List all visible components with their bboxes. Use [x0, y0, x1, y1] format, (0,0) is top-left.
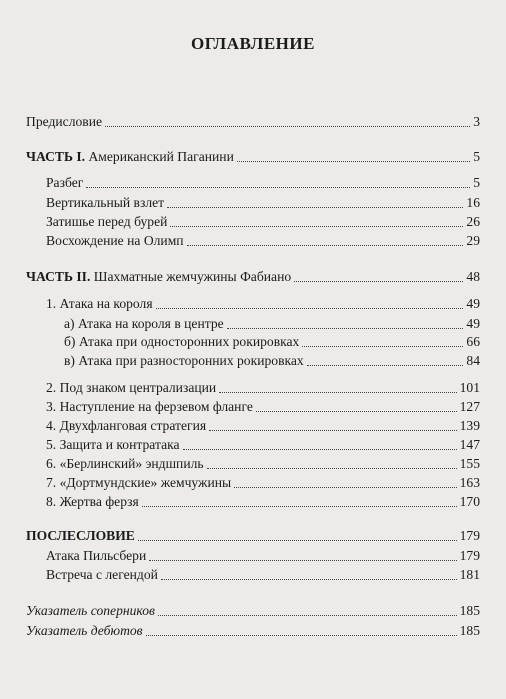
entry-title: 6. «Берлинский» эндшпиль: [46, 456, 204, 471]
leader-dots: [156, 307, 464, 309]
entry-title: Указатель дебютов: [26, 623, 143, 638]
toc-entry: [46, 214, 480, 232]
entry-page: 185: [459, 603, 480, 618]
entry-page: 181: [459, 567, 480, 582]
leader-dots: [105, 125, 470, 127]
entry-title: Разбег: [46, 175, 84, 190]
entry-page: 127: [459, 399, 480, 414]
toc-entry: [64, 353, 480, 371]
toc-entry-index-opponents: [26, 603, 480, 621]
toc-entry-afterword: [26, 528, 480, 546]
entry-page: 49: [466, 316, 480, 331]
toc-entry: [46, 296, 480, 314]
entry-page: 3: [473, 114, 480, 129]
entry-page: 5: [473, 175, 480, 190]
entry-title: 4. Двухфланговая стратегия: [46, 418, 207, 433]
leader-dots: [138, 539, 457, 541]
entry-title: 7. «Дортмундские» жемчужины: [46, 475, 232, 490]
entry-page: 48: [466, 269, 480, 284]
toc-entry: [46, 195, 480, 213]
entry-page: 147: [459, 437, 480, 452]
toc-entry: [46, 175, 480, 193]
entry-page: 101: [459, 380, 480, 395]
entry-page: 179: [459, 548, 480, 563]
entry-title: Указатель соперников: [26, 603, 155, 618]
toc-entry: [46, 567, 480, 585]
entry-page: 5: [473, 149, 480, 164]
entry-title: 8. Жертва ферзя: [46, 494, 139, 509]
toc-entry: [46, 494, 480, 512]
toc-entry: [64, 316, 480, 334]
leader-dots: [161, 578, 457, 580]
leader-dots: [167, 206, 463, 208]
entry-page: 84: [466, 353, 480, 368]
entry-page: 66: [466, 334, 480, 349]
entry-title: Затишье перед бурей: [46, 214, 168, 229]
entry-title: Восхождение на Олимп: [46, 233, 184, 248]
entry-title: Американский Паганини: [85, 149, 234, 164]
leader-dots: [209, 429, 456, 431]
toc-entry: [46, 548, 480, 566]
entry-page: 185: [459, 623, 480, 638]
leader-dots: [237, 160, 470, 162]
entry-page: 139: [459, 418, 480, 433]
entry-title: 3. Наступление на ферзевом фланге: [46, 399, 253, 414]
entry-page: 29: [466, 233, 480, 248]
leader-dots: [187, 244, 464, 246]
toc-entry: [64, 334, 480, 352]
leader-dots: [207, 467, 457, 469]
entry-page: 16: [466, 195, 480, 210]
toc-entry: [46, 399, 480, 417]
entry-page: 155: [459, 456, 480, 471]
entry-title: ПОСЛЕСЛОВИЕ: [26, 528, 135, 543]
entry-page: 163: [459, 475, 480, 490]
entry-page: 179: [459, 528, 480, 543]
leader-dots: [294, 280, 463, 282]
leader-dots: [256, 410, 457, 412]
toc-entry: [46, 437, 480, 455]
entry-title: Предисловие: [26, 114, 103, 129]
toc-entry: [46, 233, 480, 251]
toc-entry: [46, 456, 480, 474]
leader-dots: [142, 505, 457, 507]
toc-entry-preface: [26, 114, 480, 132]
entry-title: 5. Защита и контратака: [46, 437, 180, 452]
entry-title: Встреча с легендой: [46, 567, 158, 582]
entry-page: 49: [466, 296, 480, 311]
leader-dots: [170, 225, 463, 227]
leader-dots: [307, 364, 464, 366]
page-title: ОГЛАВЛЕНИЕ: [191, 34, 315, 53]
part-prefix: ЧАСТЬ I.: [26, 149, 86, 164]
leader-dots: [158, 614, 457, 616]
leader-dots: [227, 327, 464, 329]
toc-entry-part-1: [26, 149, 480, 167]
entry-title: 1. Атака на короля: [46, 296, 153, 311]
toc-entry: [46, 475, 480, 493]
entry-title: 2. Под знаком централизации: [46, 380, 217, 395]
entry-page: 170: [459, 494, 480, 509]
toc-entry-part-2: [26, 269, 480, 287]
entry-title: Атака Пильсбери: [46, 548, 147, 563]
entry-title: а) Атака на короля в центре: [64, 316, 224, 331]
entry-title: в) Атака при разносторонних рокировках: [64, 353, 304, 368]
leader-dots: [183, 448, 457, 450]
entry-title: б) Атака при односторонних рокировках: [64, 334, 300, 349]
leader-dots: [234, 486, 456, 488]
entry-title: Шахматные жемчужины Фабиано: [90, 269, 292, 284]
entry-page: 26: [466, 214, 480, 229]
leader-dots: [149, 559, 456, 561]
leader-dots: [302, 345, 463, 347]
part-prefix: ЧАСТЬ II.: [26, 269, 91, 284]
leader-dots: [86, 186, 470, 188]
entry-title: Вертикальный взлет: [46, 195, 165, 210]
leader-dots: [219, 391, 456, 393]
toc-entry-index-openings: [26, 623, 480, 641]
toc-entry: [46, 380, 480, 398]
toc-entry: [46, 418, 480, 436]
leader-dots: [146, 634, 457, 636]
